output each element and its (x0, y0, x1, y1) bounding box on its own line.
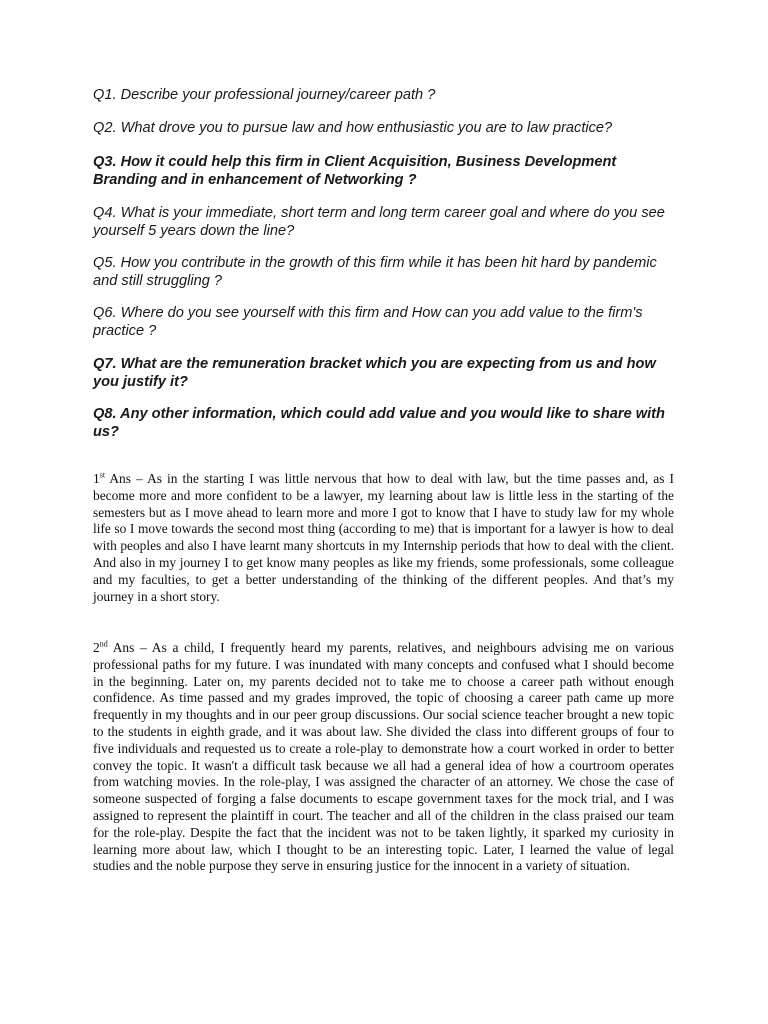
answer-2-ordinal-suffix: nd (99, 639, 108, 649)
answer-1-text: Ans – As in the starting I was little nervous that how to deal with law, but the time passes and, as I become more and more confident to be a lawyer, my learning about law is little less in the starting of the semesters but as I move ahead to learn more and more I got to know that I have to study law for my whole life so I move towards the second most thing (according to me) that is important for a lawyer is how to deal with peoples and also I have learnt many shortcuts in my Internship periods that how to deal with the client. And also in my journey I to get know many peoples as like my friends, some professionals, some colleague and my faculties, to get a better understanding of the thinking of the different peoples. And that’s my journey in a short story. (93, 471, 674, 604)
answer-2-number: 2 (93, 640, 100, 655)
answer-2 (93, 640, 674, 875)
answer-1 (93, 471, 674, 605)
answer-2-text: Ans – As a child, I frequently heard my parents, relatives, and neighbours advising me on various professional paths for my future. I was inundated with many concepts and confused what I should become in the beginning. Later on, my parents decided not to take me to choose a career path without enough confidence. As time passed and my grades improved, the topic of choosing a career path came up more frequently in my thoughts and in our peer group discussions. Our social science teacher brought a new topic to the students in eighth grade, and it was about law. She divided the class into different groups of four to five individuals and requested us to create a role-play to demonstrate how a court worked in order to better convey the topic. It wasn't a difficult task because we all had a general idea of how a courtroom operates from watching movies. In the role-play, I was assigned the character of an attorney. We chose the case of someone suspected of forging a false documents to escape government taxes for the mock trial, and I was assigned to represent the plaintiff in court. The teacher and all of the children in the class praised our team for the role-play. Despite the fact that the incident was not to be taken lightly, it sparked my curiosity in learning more about law, which I thought to be an interesting topic. Later, I learned the value of legal studies and the noble purpose they serve in ensuring justice for the innocent in a variety of situation. (93, 640, 674, 874)
question-5: Q5. How you contribute in the growth of this firm while it has been hit hard by pandemic and still struggling ? (93, 255, 657, 289)
question-1: Q1. Describe your professional journey/career path ? (93, 87, 436, 103)
question-6: Q6. Where do you see yourself with this firm and How can you add value to the firm's practice ? (93, 305, 643, 339)
question-3: Q3. How it could help this firm in Client Acquisition, Business Development Branding and in enhancement of Networking ? (93, 154, 617, 188)
question-2: Q2. What drove you to pursue law and how enthusiastic you are to law practice? (93, 120, 613, 136)
answer-1-ordinal-suffix: st (99, 470, 106, 480)
question-4: Q4. What is your immediate, short term and long term career goal and where do you see yourself 5 years down the line? (93, 205, 665, 239)
question-7: Q7. What are the remuneration bracket which you are expecting from us and how you justify it? (93, 356, 656, 390)
answer-1-number: 1 (93, 471, 100, 486)
question-8: Q8. Any other information, which could add value and you would like to share with us? (93, 406, 665, 440)
